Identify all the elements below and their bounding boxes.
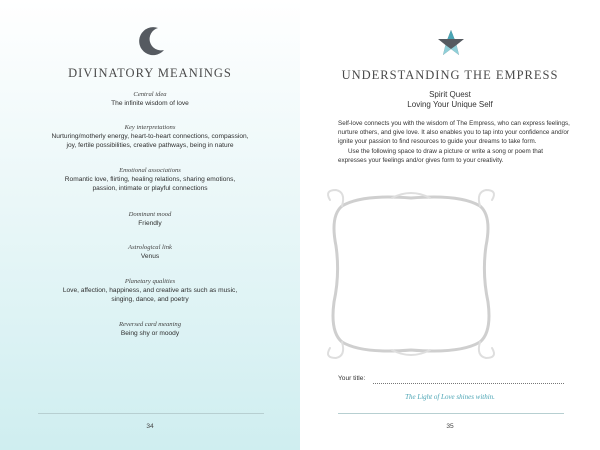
section-text-line: joy, fertile possibilities, creative pathways, being in nature [66, 142, 234, 149]
section-text: Friendly [138, 220, 162, 227]
section-text-line: singing, dance, and poetry [111, 296, 189, 303]
title-field[interactable] [338, 375, 563, 382]
subheading-loving-self: Loving Your Unique Self [407, 100, 493, 109]
footer-rule [38, 413, 264, 414]
section-emotional-associations [30, 166, 270, 193]
page-number: 34 [146, 423, 154, 430]
title-dotted-line [373, 383, 564, 384]
section-text: Venus [140, 253, 160, 260]
section-text-line: passion, intimate or playful connections [92, 185, 208, 192]
title-label: Your title: [338, 375, 366, 382]
section-label: Astrological link [128, 244, 172, 251]
section-text-line: Nurturing/motherly energy, heart-to-heart connections, compassion, [51, 133, 249, 140]
section-planetary-qualities [30, 277, 270, 304]
section-label: Central idea [133, 91, 167, 98]
section-central-idea [30, 90, 270, 108]
section-reversed-meaning [30, 320, 270, 338]
section-text: The infinite wisdom of love [111, 100, 189, 107]
section-text-line: Romantic love, flirting, healing relations, sharing emotions, [64, 176, 236, 183]
section-label: Key interpretations [124, 124, 176, 131]
crescent-moon-icon [136, 24, 170, 58]
page-heading: DIVINATORY MEANINGS [68, 66, 232, 80]
page-heading: UNDERSTANDING THE EMPRESS [341, 68, 559, 82]
ornamental-drawing-frame [322, 186, 500, 362]
quote: The Light of Love shines within. [405, 393, 495, 401]
star-icon [436, 28, 466, 58]
section-text: Being shy or moody [120, 330, 180, 337]
subheading-spirit-quest: Spirit Quest [429, 90, 471, 99]
page-number: 35 [446, 423, 454, 430]
section-dominant-mood [30, 210, 270, 228]
section-astrological-link [30, 243, 270, 261]
section-label: Reversed card meaning [118, 321, 181, 328]
section-label: Dominant mood [128, 211, 172, 218]
section-label: Emotional associations [119, 167, 181, 174]
section-label: Planetary qualities [124, 278, 176, 285]
body-text [338, 119, 570, 165]
paragraph: Use the following space to draw a picture or write a song or poem that expresses your feelings and/or gives form to your creativity. [338, 147, 543, 164]
section-key-interpretations [30, 123, 270, 150]
footer-rule [338, 413, 564, 414]
paragraph: Self-love connects you with the wisdom of The Empress, who can express feelings, nurture others, and give love. It also enables you to tap into your confidence and/or ignite your passion to find resources to guide your dreams to take form. [338, 120, 570, 146]
section-text-line: Love, affection, happiness, and creative arts such as music, [62, 287, 238, 294]
